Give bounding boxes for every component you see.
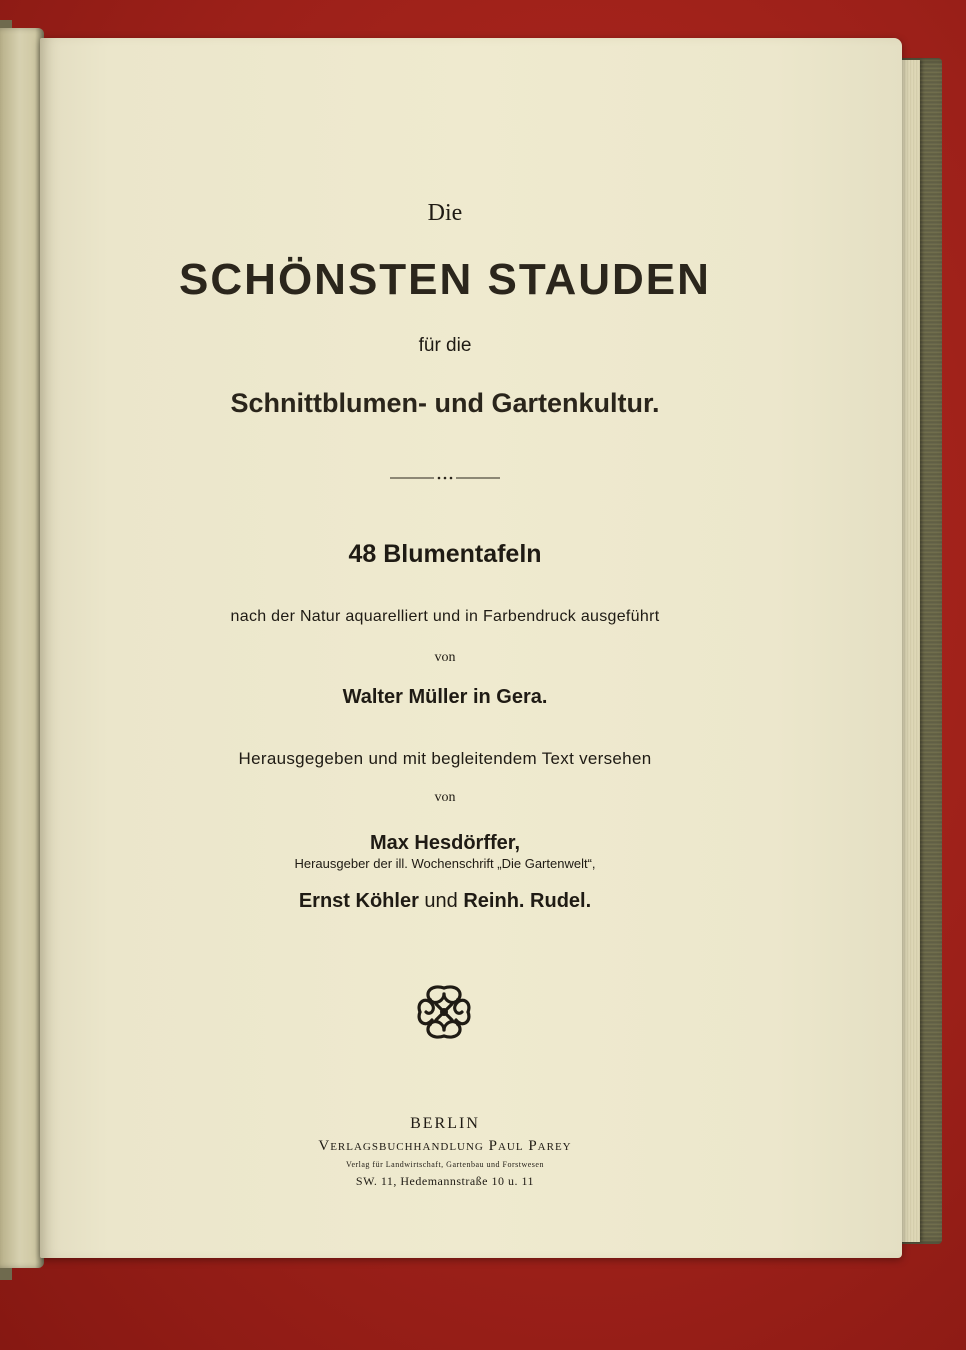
method-line: nach der Natur aquarelliert und in Farbendruck ausgeführt xyxy=(230,608,660,625)
title-connector: für die xyxy=(418,335,472,356)
coeditor-1: Ernst Köhler xyxy=(298,890,419,912)
imprint-publisher: Verlagsbuchhandlung Paul Parey xyxy=(318,1138,572,1154)
illustrator-name: Walter Müller in Gera. xyxy=(342,686,548,708)
floral-ornament-icon xyxy=(414,980,474,1044)
ornamental-divider-icon xyxy=(390,472,500,484)
edited-line: Herausgegeben und mit begleitendem Text versehen xyxy=(238,749,652,768)
by-line-1: von xyxy=(434,650,456,665)
coeditor-2: Reinh. Rudel. xyxy=(463,890,592,912)
main-title: SCHÖNSTEN STAUDEN xyxy=(179,255,711,304)
coeditors-line xyxy=(0,890,890,913)
plates-count: 48 Blumentafeln xyxy=(348,540,542,568)
imprint-city: BERLIN xyxy=(410,1115,480,1132)
coeditor-conjunction: und xyxy=(424,890,458,912)
subtitle: Schnittblumen- und Gartenkultur. xyxy=(230,388,660,418)
by-line-2: von xyxy=(434,790,456,805)
imprint-address: SW. 11, Hedemannstraße 10 u. 11 xyxy=(355,1174,535,1188)
imprint-publisher-sub: Verlag für Landwirtschaft, Gartenbau und Forstwesen xyxy=(346,1160,544,1169)
editor-role: Herausgeber der ill. Wochenschrift „Die Gartenwelt“, xyxy=(294,856,596,871)
editor-name: Max Hesdörffer, xyxy=(369,832,521,854)
pre-title: Die xyxy=(427,200,463,226)
